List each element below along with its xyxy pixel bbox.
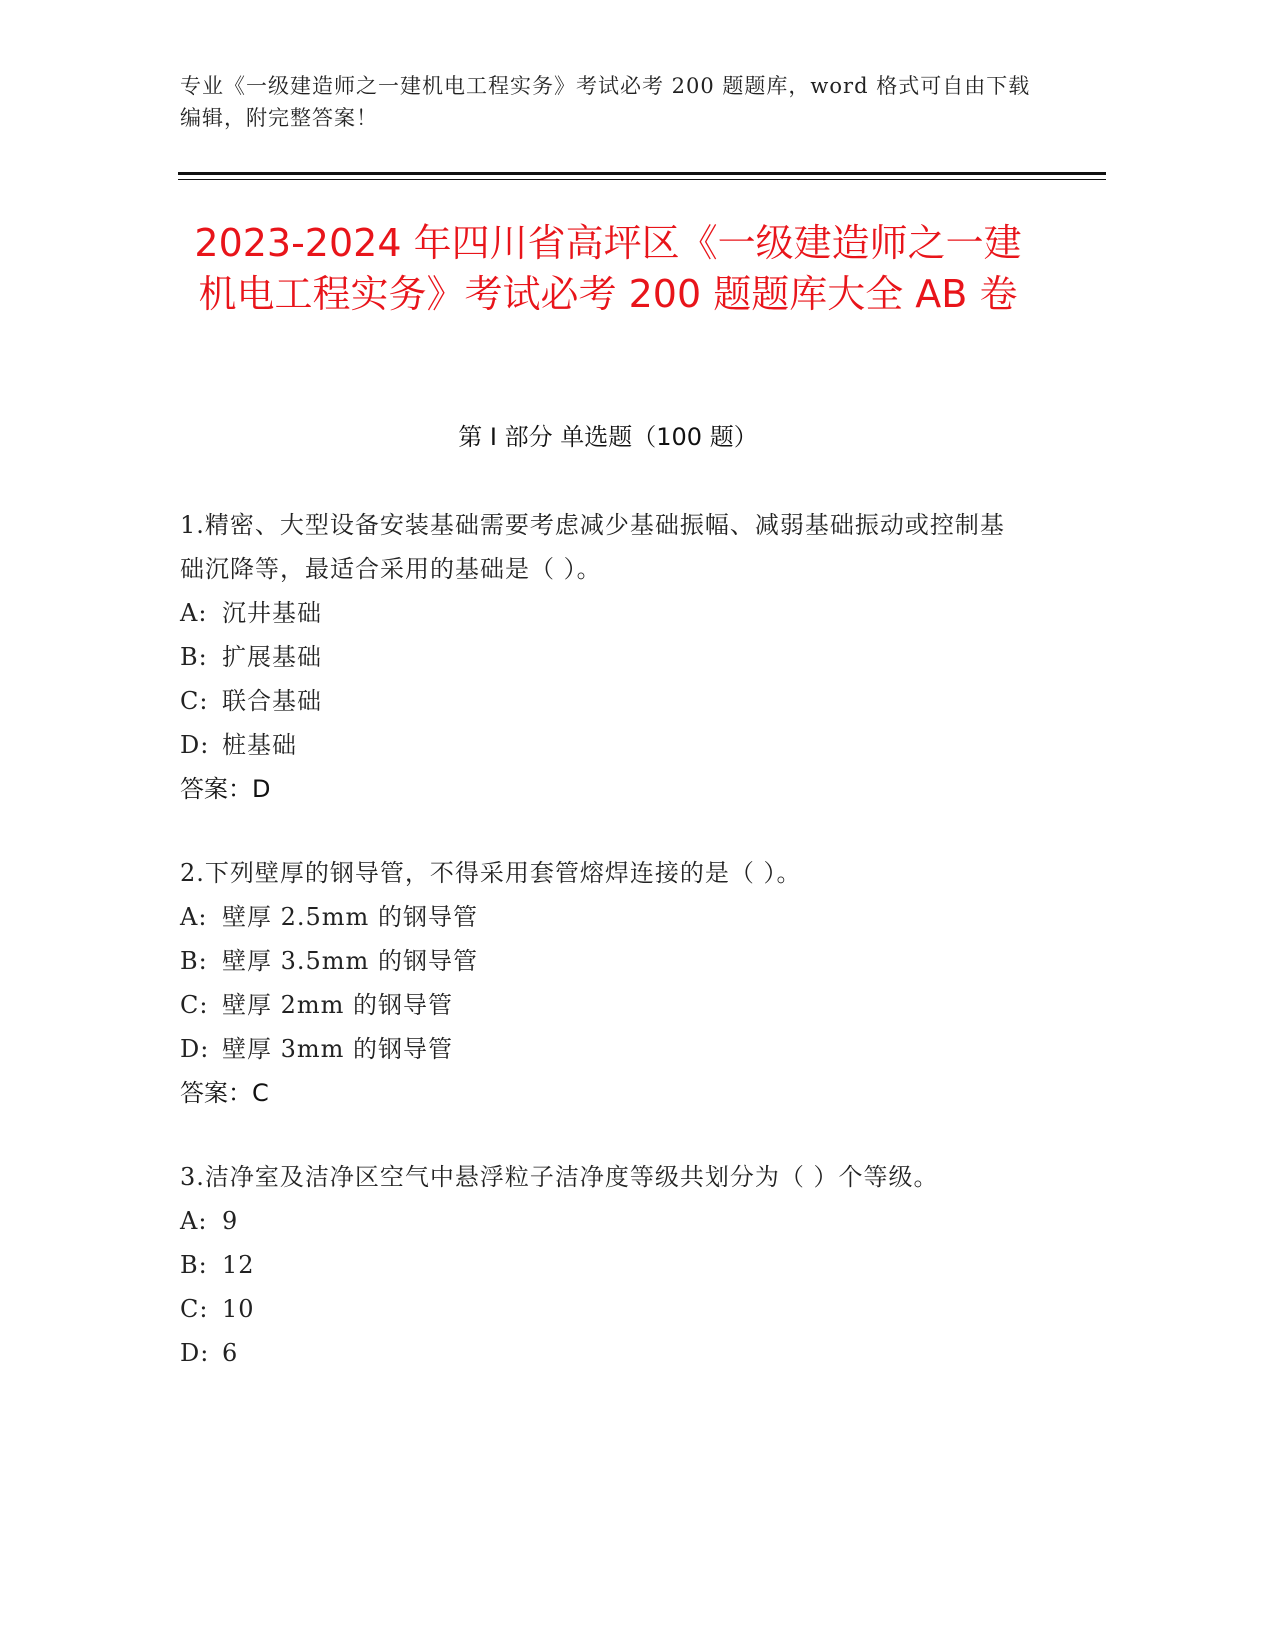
option-key: B: [180,1251,208,1279]
section-heading: 第 I 部分 单选题（100 题） [458,423,758,451]
option-a [180,1199,1020,1243]
answer: 答案：C [180,1079,269,1107]
option-text: 壁厚 3mm 的钢导管 [222,1035,454,1063]
option-key: D: [180,1339,210,1367]
option-text: 6 [222,1339,239,1367]
option-d [180,1331,1020,1375]
option-key: A: [180,599,208,627]
option-text: 壁厚 2.5mm 的钢导管 [222,903,478,931]
question-stem: 3.洁净室及洁净区空气中悬浮粒子洁净度等级共划分为（ ）个等级。 [180,1163,939,1191]
option-text: 12 [222,1251,255,1279]
option-key: A: [180,1207,208,1235]
header-rule-thin [178,179,1106,180]
option-key: C: [180,1295,209,1323]
option-c [180,679,1020,723]
option-b [180,1243,1020,1287]
option-text: 扩展基础 [222,643,322,671]
header-rule-thick [178,172,1106,175]
option-text: 10 [222,1295,255,1323]
option-text: 9 [222,1207,239,1235]
option-key: A: [180,903,208,931]
question-2 [180,851,1020,1115]
option-key: C: [180,991,209,1019]
question-3 [180,1155,1020,1375]
option-text: 壁厚 2mm 的钢导管 [222,991,454,1019]
question-1 [180,503,1020,811]
document-title: 2023-2024 年四川省高坪区《一级建造师之一建机电工程实务》考试必考 200 题题库大全 AB 卷 [194,221,1022,316]
option-text: 联合基础 [222,687,322,715]
question-stem: 2.下列壁厚的钢导管，不得采用套管熔焊连接的是（ ）。 [180,859,802,887]
option-d [180,723,1020,767]
option-text: 沉井基础 [222,599,322,627]
question-stem: 1.精密、大型设备安装基础需要考虑减少基础振幅、减弱基础振动或控制基础沉降等，最适合采用的基础是（ ）。 [180,511,1005,583]
option-a [180,591,1020,635]
option-c [180,983,1020,1027]
option-key: B: [180,643,208,671]
option-key: D: [180,1035,210,1063]
option-text: 壁厚 3.5mm 的钢导管 [222,947,478,975]
option-text: 桩基础 [222,731,297,759]
question-list [180,503,1020,1415]
option-b [180,939,1020,983]
option-b [180,635,1020,679]
option-key: D: [180,731,210,759]
option-key: B: [180,947,208,975]
option-d [180,1027,1020,1071]
option-c [180,1287,1020,1331]
header-note: 专业《一级建造师之一建机电工程实务》考试必考 200 题题库，word 格式可自由下载编辑，附完整答案！ [180,74,1031,130]
option-a [180,895,1020,939]
answer: 答案：D [180,775,271,803]
option-key: C: [180,687,209,715]
